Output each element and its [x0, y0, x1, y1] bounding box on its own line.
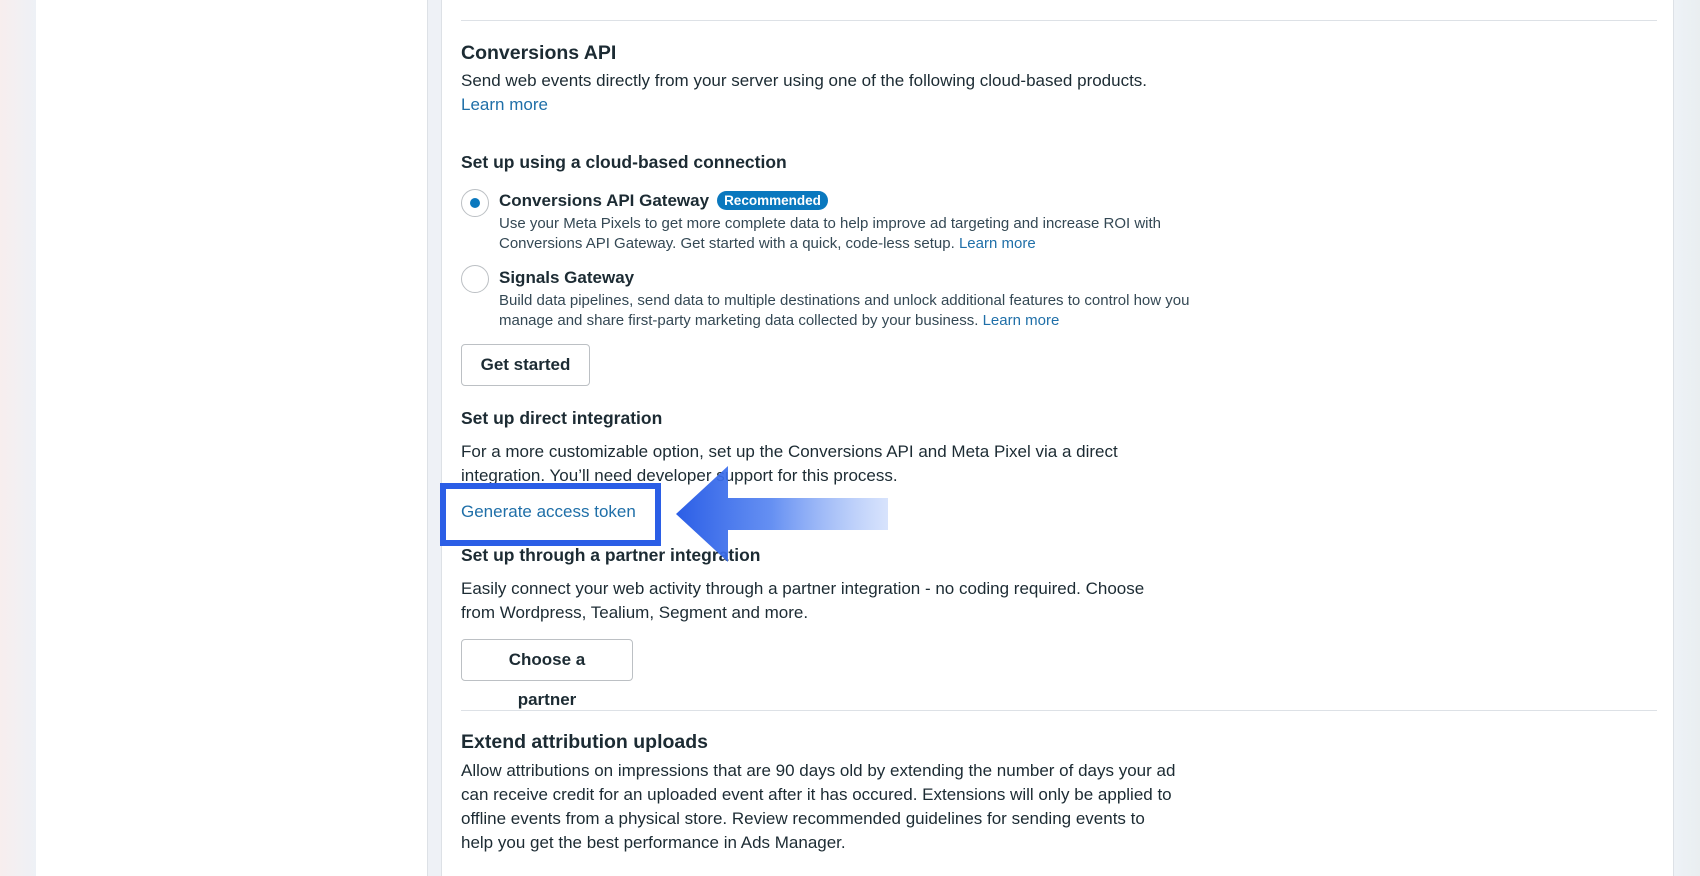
right-background-edge	[1674, 0, 1700, 876]
left-arrow-icon	[672, 462, 892, 566]
attribution-description: Allow attributions on impressions that are 90 days old by extending the number of days your ad can receive credit for an uploaded event after it has occured. Extensions will only be applied to offline events from a physical store. Review recommended guidelines for sending events to help you get the best performance in Ads Manager.	[461, 761, 1176, 852]
signals-gateway-title: Signals Gateway	[499, 268, 635, 287]
generate-access-token-link[interactable]: Generate access token	[461, 502, 636, 521]
direct-integration-description: For a more customizable option, set up the Conversions API and Meta Pixel via a direct integration. You’ll need developer support for this process.	[461, 442, 1118, 485]
signals-gateway-option	[499, 268, 1219, 330]
signals-gateway-learn-more-link[interactable]: Learn more	[982, 311, 1060, 329]
generate-token-highlight-box	[440, 483, 661, 546]
conversions-api-gateway-title-row	[499, 191, 1219, 211]
get-started-button[interactable]: Get started	[461, 344, 590, 386]
choose-partner-button[interactable]: Choose a partner	[461, 639, 633, 681]
conversions-api-description	[461, 69, 1181, 117]
attribution-divider	[461, 710, 1657, 711]
attribution-title: Extend attribution uploads	[461, 731, 708, 753]
partner-integration-description: Easily connect your web activity through a partner integration - no coding required. Choose from Wordpress, Tealium, Segment and more.	[461, 579, 1145, 622]
recommended-badge: Recommended	[717, 191, 828, 210]
signals-gateway-description-text: Build data pipelines, send data to multiple destinations and unlock additional features to control how you manage and share first-party marketing data collected by your business.	[499, 292, 1190, 329]
signals-gateway-description	[499, 291, 1219, 330]
cloud-setup-title: Set up using a cloud-based connection	[461, 152, 787, 172]
top-divider	[461, 20, 1657, 21]
partner-integration-title: Set up through a partner integration	[461, 545, 761, 565]
conversions-api-gateway-description-text: Use your Meta Pixels to get more complete data to help improve ad targeting and increase ROI with Conversions API Gateway. Get started with a quick, code-less setup.	[499, 215, 1161, 252]
conversions-api-learn-more-link[interactable]: Learn more	[461, 95, 548, 114]
conversions-api-gateway-radio[interactable]	[461, 189, 489, 217]
conversions-api-title: Conversions API	[461, 42, 617, 64]
conversions-api-gateway-option	[499, 191, 1219, 253]
left-sidebar-panel	[36, 0, 428, 876]
conversions-api-gateway-title: Conversions API Gateway	[499, 191, 710, 210]
conversions-api-gateway-description	[499, 214, 1219, 253]
conversions-api-description-text: Send web events directly from your server using one of the following cloud-based products.	[461, 71, 1148, 90]
signals-gateway-radio[interactable]	[461, 265, 489, 293]
conversions-api-gateway-learn-more-link[interactable]: Learn more	[958, 234, 1036, 252]
direct-integration-title: Set up direct integration	[461, 408, 663, 428]
